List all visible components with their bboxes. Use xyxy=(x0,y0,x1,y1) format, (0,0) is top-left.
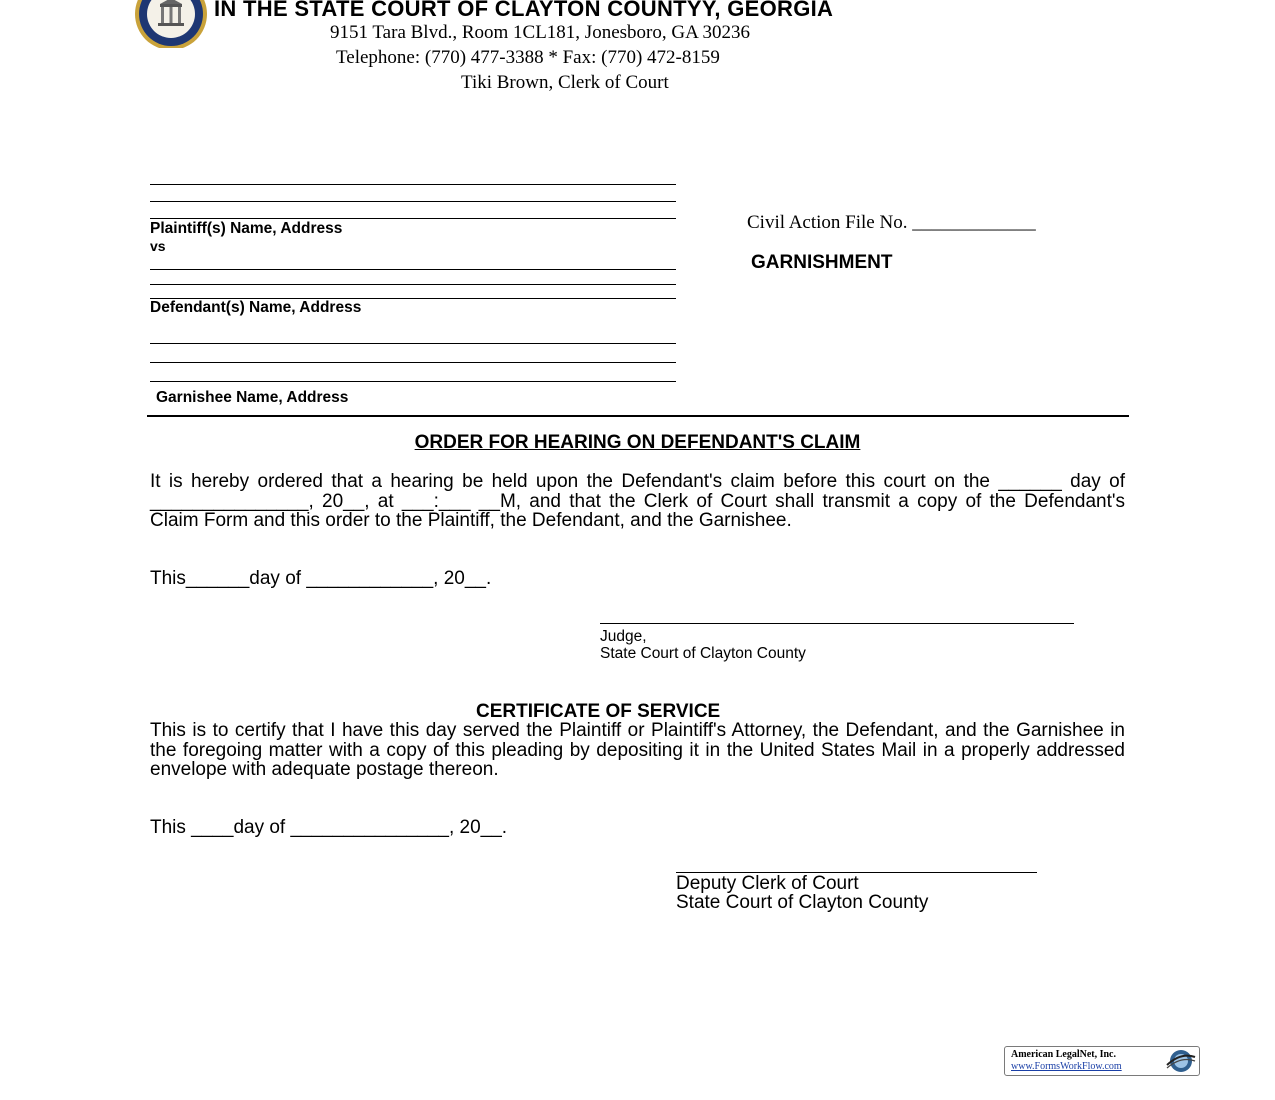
defendant-label: Defendant(s) Name, Address xyxy=(150,299,362,316)
certificate-body: This is to certify that I have this day served the Plaintiff or Plaintiff's Attorney, the Defendant, and the Garnishee in the foregoing matter with a copy of this pleading by depositing it in the United States Mail in a properly addressed envelope with adequate postage thereon. xyxy=(150,720,1125,780)
garnishee-line-2[interactable] xyxy=(150,362,676,363)
case-type-garnishment: GARNISHMENT xyxy=(751,252,893,273)
judge-signature-line[interactable] xyxy=(600,623,1074,624)
order-heading: ORDER FOR HEARING ON DEFENDANT'S CLAIM xyxy=(414,432,861,453)
judge-court-label: State Court of Clayton County xyxy=(600,645,806,662)
plaintiff-line-3[interactable] xyxy=(150,218,676,219)
garnishee-line-1[interactable] xyxy=(150,343,676,344)
clerk-name: Tiki Brown, Clerk of Court xyxy=(461,72,669,93)
court-phone-fax: Telephone: (770) 477-3388 * Fax: (770) 472-8159 xyxy=(336,47,720,68)
judge-label: Judge, xyxy=(600,628,647,645)
civil-action-file-no[interactable]: Civil Action File No. _____________ xyxy=(747,212,1036,233)
logo-company-name: American LegalNet, Inc. xyxy=(1011,1049,1116,1060)
defendant-line-2[interactable] xyxy=(150,284,676,285)
plaintiff-line-1[interactable] xyxy=(150,184,676,185)
court-title: IN THE STATE COURT OF CLAYTON COUNTYY, GEORGIA xyxy=(214,0,834,21)
american-legalnet-badge[interactable] xyxy=(1004,1046,1200,1076)
logo-website-link[interactable]: www.FormsWorkFlow.com xyxy=(1011,1061,1122,1072)
globe-icon xyxy=(1161,1048,1197,1074)
order-body: It is hereby ordered that a hearing be held upon the Defendant's claim before this court on the ______ day of _______________, 20__, at ___:___ __M, and that the Clerk of Court shall transmit a copy of the Defendant's Claim Form and this order to the Plaintiff, the Defendant, and the Garnishee. xyxy=(150,471,1125,531)
clerk-court-label: State Court of Clayton County xyxy=(676,892,929,913)
certificate-date-line[interactable]: This ____day of _______________, 20__. xyxy=(150,817,508,838)
order-date-line[interactable]: This______day of ____________, 20__. xyxy=(150,568,492,589)
caption-divider xyxy=(147,415,1129,417)
deputy-clerk-label: Deputy Clerk of Court xyxy=(676,873,859,894)
garnishee-line-3[interactable] xyxy=(150,381,676,382)
certificate-heading: CERTIFICATE OF SERVICE xyxy=(476,701,721,722)
garnishee-label: Garnishee Name, Address xyxy=(156,389,349,406)
plaintiff-line-2[interactable] xyxy=(150,201,676,202)
plaintiff-label: Plaintiff(s) Name, Address xyxy=(150,220,343,237)
court-address: 9151 Tara Blvd., Room 1CL181, Jonesboro, GA 30236 xyxy=(330,22,751,43)
court-seal-logo xyxy=(132,0,210,48)
defendant-line-1[interactable] xyxy=(150,269,676,270)
vs-label: vs xyxy=(150,238,166,254)
